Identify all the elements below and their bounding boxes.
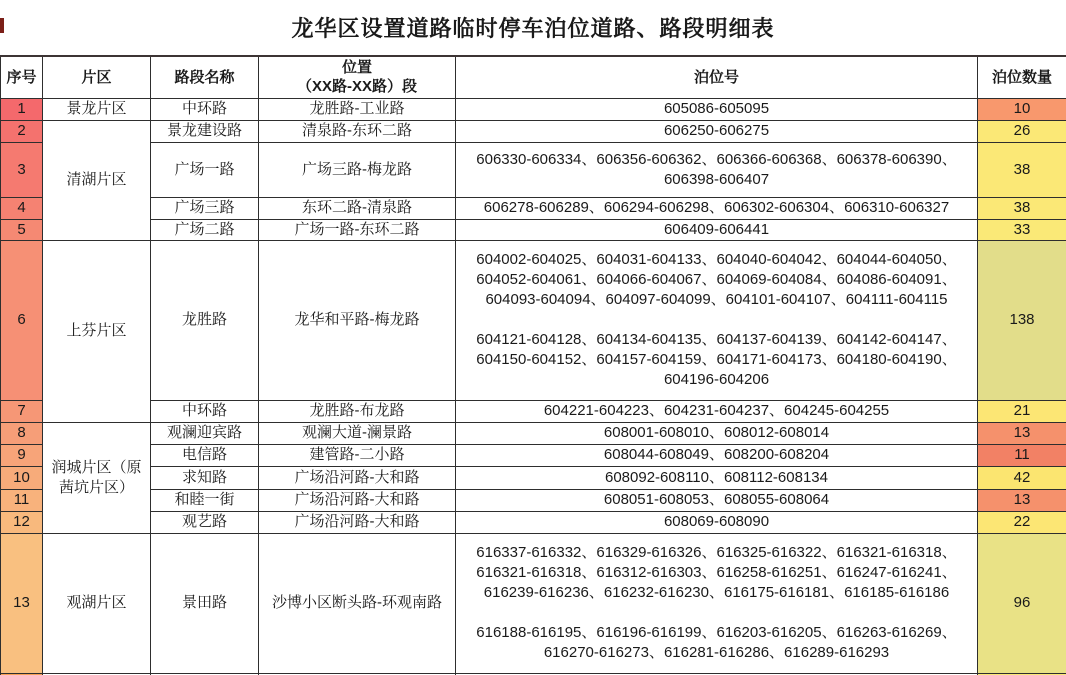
location-cell: 建管路-二小路 bbox=[259, 444, 456, 466]
berth-range-group: 616337-616332、616329-616326、616325-616322、616321-616318、616321-616318、616312-616303、616258-616251、616247-616241、616239-616236、616232-616230、616175-616181、616185-616186 bbox=[476, 544, 957, 601]
location-cell: 广场沿河路-大和路 bbox=[259, 466, 456, 489]
berth-count-cell: 42 bbox=[978, 466, 1066, 489]
location-cell: 清泉路-东环二路 bbox=[259, 120, 456, 142]
table-row bbox=[1, 240, 1066, 400]
berth-numbers-cell bbox=[456, 197, 978, 219]
berth-numbers-cell bbox=[456, 142, 978, 197]
table-row bbox=[1, 120, 1066, 142]
table-row bbox=[1, 219, 1066, 240]
road-name-cell: 龙胜路 bbox=[151, 240, 259, 400]
berth-count-cell: 38 bbox=[978, 197, 1066, 219]
page-title: 龙华区设置道路临时停车泊位道路、路段明细表 bbox=[291, 16, 775, 41]
location-cell: 龙胜路-工业路 bbox=[259, 98, 456, 120]
berth-range-group: 616188-616195、616196-616199、616203-616205、616263-616269、616270-616273、616281-616286、616289-616293 bbox=[476, 624, 957, 661]
table-row bbox=[1, 466, 1066, 489]
berth-numbers-cell bbox=[456, 489, 978, 511]
berth-range-group: 606330-606334、606356-606362、606366-606368、606378-606390、606398-606407 bbox=[476, 150, 957, 188]
berth-range-group: 608044-608049、608200-608204 bbox=[603, 446, 830, 463]
location-cell: 广场三路-梅龙路 bbox=[259, 142, 456, 197]
col-header-road: 路段名称 bbox=[151, 56, 259, 98]
berth-range-group: 608069-608090 bbox=[663, 513, 770, 530]
serial-number-cell: 10 bbox=[1, 466, 43, 489]
col-header-location-line2: （XX路-XX路）段 bbox=[296, 78, 417, 96]
serial-number-cell: 3 bbox=[1, 142, 43, 197]
serial-number-cell: 4 bbox=[1, 197, 43, 219]
road-name-cell: 和睦一街 bbox=[151, 489, 259, 511]
berth-numbers-cell bbox=[456, 533, 978, 673]
berth-count-cell: 13 bbox=[978, 489, 1066, 511]
serial-number-cell: 11 bbox=[1, 489, 43, 511]
berth-count-cell: 138 bbox=[978, 240, 1066, 400]
berth-count-cell: 38 bbox=[978, 142, 1066, 197]
road-name-cell: 中环路 bbox=[151, 98, 259, 120]
road-name-cell: 景龙建设路 bbox=[151, 120, 259, 142]
area-cell: 观湖片区 bbox=[43, 533, 151, 673]
berth-range-group: 604002-604025、604031-604133、604040-604042、604044-604050、604052-604061、604066-604067、604069-604084、604086-604091、604093-604094、604097-604099、604101-604107、604111-604115 bbox=[476, 251, 957, 308]
location-cell: 广场沿河路-大和路 bbox=[259, 511, 456, 533]
area-cell: 清湖片区 bbox=[43, 120, 151, 240]
berth-count-cell: 21 bbox=[978, 400, 1066, 422]
berth-count-cell: 33 bbox=[978, 219, 1066, 240]
berth-range-group: 604121-604128、604134-604135、604137-604139、604142-604147、604150-604152、604157-604159、604171-604173、604180-604190、604196-604206 bbox=[476, 331, 957, 388]
area-cell: 上芬片区 bbox=[43, 240, 151, 422]
berth-count-cell: 11 bbox=[978, 444, 1066, 466]
berth-numbers-cell bbox=[456, 400, 978, 422]
serial-number-cell: 5 bbox=[1, 219, 43, 240]
table-row bbox=[1, 422, 1066, 444]
road-name-cell: 广场一路 bbox=[151, 142, 259, 197]
berth-count-cell: 26 bbox=[978, 120, 1066, 142]
table-row bbox=[1, 197, 1066, 219]
road-name-cell: 景田路 bbox=[151, 533, 259, 673]
berth-numbers-cell bbox=[456, 240, 978, 400]
berth-range-group: 606278-606289、606294-606298、606302-606304、606310-606327 bbox=[483, 199, 950, 216]
berth-numbers-cell bbox=[456, 422, 978, 444]
col-header-berth-count: 泊位数量 bbox=[978, 56, 1066, 98]
berth-count-cell: 10 bbox=[978, 98, 1066, 120]
location-cell: 东环二路-清泉路 bbox=[259, 197, 456, 219]
location-cell: 龙华和平路-梅龙路 bbox=[259, 240, 456, 400]
road-name-cell: 电信路 bbox=[151, 444, 259, 466]
road-name-cell: 观艺路 bbox=[151, 511, 259, 533]
berth-range-group: 608051-608053、608055-608064 bbox=[603, 491, 830, 508]
serial-number-cell: 9 bbox=[1, 444, 43, 466]
location-cell: 观澜大道-澜景路 bbox=[259, 422, 456, 444]
road-name-cell: 观澜迎宾路 bbox=[151, 422, 259, 444]
serial-number-cell: 7 bbox=[1, 400, 43, 422]
table-row bbox=[1, 142, 1066, 197]
berth-range-group: 608092-608110、608112-608134 bbox=[605, 468, 828, 486]
left-edge-marker bbox=[0, 18, 4, 33]
col-header-berth-numbers: 泊位号 bbox=[456, 56, 978, 98]
parking-berths-table bbox=[0, 55, 1066, 675]
col-header-location-line1: 位置 bbox=[341, 59, 372, 77]
berth-numbers-cell bbox=[456, 98, 978, 120]
serial-number-cell: 1 bbox=[1, 98, 43, 120]
area-cell: 景龙片区 bbox=[43, 98, 151, 120]
table-body bbox=[1, 98, 1066, 675]
road-name-cell: 中环路 bbox=[151, 400, 259, 422]
serial-number-cell: 13 bbox=[1, 533, 43, 673]
table-row bbox=[1, 489, 1066, 511]
col-header-serial: 序号 bbox=[1, 56, 43, 98]
berth-range-group: 606409-606441 bbox=[663, 220, 770, 238]
berth-range-group: 604221-604223、604231-604237、604245-604255 bbox=[543, 402, 890, 419]
road-name-cell: 求知路 bbox=[151, 466, 259, 489]
berth-numbers-cell bbox=[456, 120, 978, 142]
road-name-cell: 广场二路 bbox=[151, 219, 259, 240]
table-row bbox=[1, 444, 1066, 466]
table-row bbox=[1, 400, 1066, 422]
berth-numbers-cell bbox=[456, 511, 978, 533]
berth-range-group: 608001-608010、608012-608014 bbox=[603, 424, 830, 441]
berth-count-cell: 22 bbox=[978, 511, 1066, 533]
area-cell: 润城片区（原茜坑片区） bbox=[43, 422, 151, 533]
location-cell: 沙博小区断头路-环观南路 bbox=[259, 533, 456, 673]
col-header-area: 片区 bbox=[43, 56, 151, 98]
berth-count-cell: 96 bbox=[978, 533, 1066, 673]
road-name-cell: 广场三路 bbox=[151, 197, 259, 219]
berth-numbers-cell bbox=[456, 466, 978, 489]
serial-number-cell: 6 bbox=[1, 240, 43, 400]
berth-numbers-cell bbox=[456, 444, 978, 466]
col-header-location bbox=[259, 56, 456, 98]
serial-number-cell: 2 bbox=[1, 120, 43, 142]
table-row bbox=[1, 533, 1066, 673]
berth-numbers-cell bbox=[456, 219, 978, 240]
berth-range-group: 606250-606275 bbox=[663, 122, 770, 139]
serial-number-cell: 8 bbox=[1, 422, 43, 444]
berth-count-cell: 13 bbox=[978, 422, 1066, 444]
location-cell: 广场一路-东环二路 bbox=[259, 219, 456, 240]
serial-number-cell: 12 bbox=[1, 511, 43, 533]
location-cell: 广场沿河路-大和路 bbox=[259, 489, 456, 511]
table-row bbox=[1, 98, 1066, 120]
location-cell: 龙胜路-布龙路 bbox=[259, 400, 456, 422]
berth-range-group: 605086-605095 bbox=[663, 100, 770, 117]
table-row bbox=[1, 511, 1066, 533]
header-row bbox=[1, 56, 1066, 98]
